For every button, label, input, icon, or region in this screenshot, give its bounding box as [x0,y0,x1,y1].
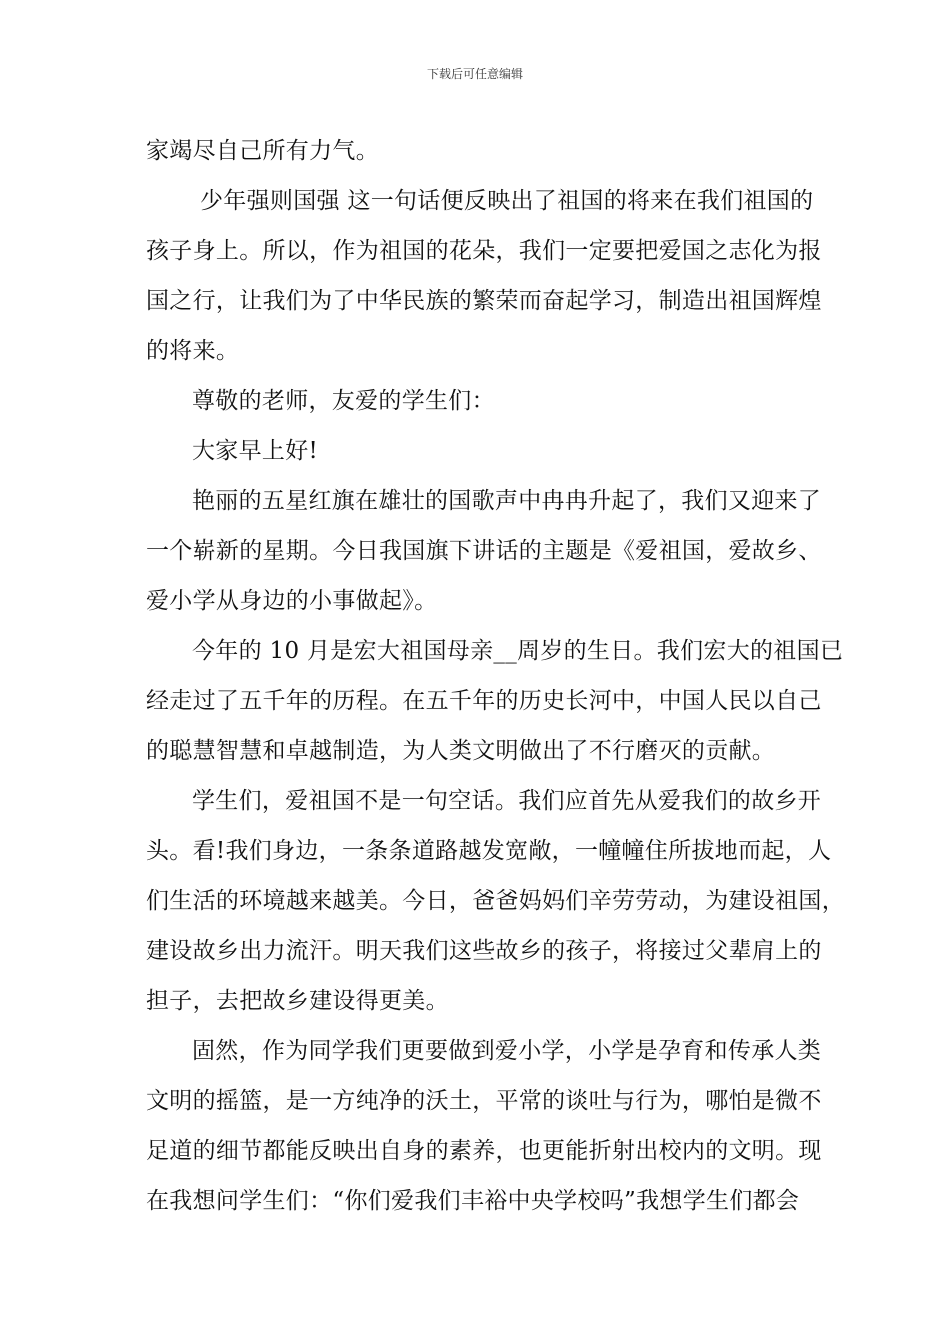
text-line: 文明的摇篮，是一方纯净的沃土，平常的谈吐与行为，哪怕是微不 [146,1088,822,1114]
paragraph [146,426,806,476]
text-line: 足道的细节都能反映出自身的素养，也更能折射出校内的文明。现 [146,1138,822,1164]
text-line: 经走过了五千年的历程。在五千年的历史长河中，中国人民以自己 [146,688,822,714]
text-line: 建设故乡出力流汗。明天我们这些故乡的孩子，将接过父辈肩上的 [146,938,822,964]
paragraph [146,176,822,376]
text-line: 家竭尽自己所有力气。 [146,138,379,164]
paragraph [146,626,844,776]
text-line: 的聪慧智慧和卓越制造，为人类文明做出了不行磨灭的贡献。 [146,738,776,764]
page-header: 下载后可任意编辑 [426,67,523,81]
text-line: 今年的 10 月是宏大祖国母亲__周岁的生日。我们宏大的祖国已 [192,638,844,664]
text-line: 艳丽的五星红旗在雄壮的国歌声中冉冉升起了，我们又迎来了 [192,488,822,514]
body-text [146,126,845,1226]
text-line: 担子，去把故乡建设得更美。 [146,988,449,1014]
text-line: 国之行，让我们为了中华民族的繁荣而奋起学习，制造出祖国辉煌 [146,288,822,314]
text-line: 头。看!我们身边，一条条道路越发宽敞，一幢幢住所拔地而起，人 [146,838,832,864]
paragraph [146,776,845,1026]
paragraph [146,476,822,626]
text-line: 们生活的环境越来越美。今日，爸爸妈妈们辛劳劳动，为建设祖国， [146,888,845,914]
paragraph [146,1026,822,1226]
text-line: 一个崭新的星期。今日我国旗下讲话的主题是《爱祖国，爱故乡、 [146,538,822,564]
text-line: 爱小学从身边的小事做起》。 [146,588,438,614]
text-line: 的将来。 [146,338,240,364]
text-line: 孩子身上。所以，作为祖国的花朵，我们一定要把爱国之志化为报 [146,238,822,264]
paragraph [146,376,806,426]
text-line: 少年强则国强 这一句话便反映出了祖国的将来在我们祖国的 [200,188,814,214]
paragraph [146,126,806,176]
text-line: 学生们，爱祖国不是一句空话。我们应首先从爱我们的故乡开 [192,788,822,814]
text-line: 在我想问学生们：“你们爱我们丰裕中央学校吗”我想学生们都会 [146,1188,800,1214]
text-line: 固然，作为同学我们更要做到爱小学，小学是孕育和传承人类 [192,1038,822,1064]
text-line: 大家早上好! [192,438,319,464]
text-line: 尊敬的老师，友爱的学生们： [192,388,495,414]
